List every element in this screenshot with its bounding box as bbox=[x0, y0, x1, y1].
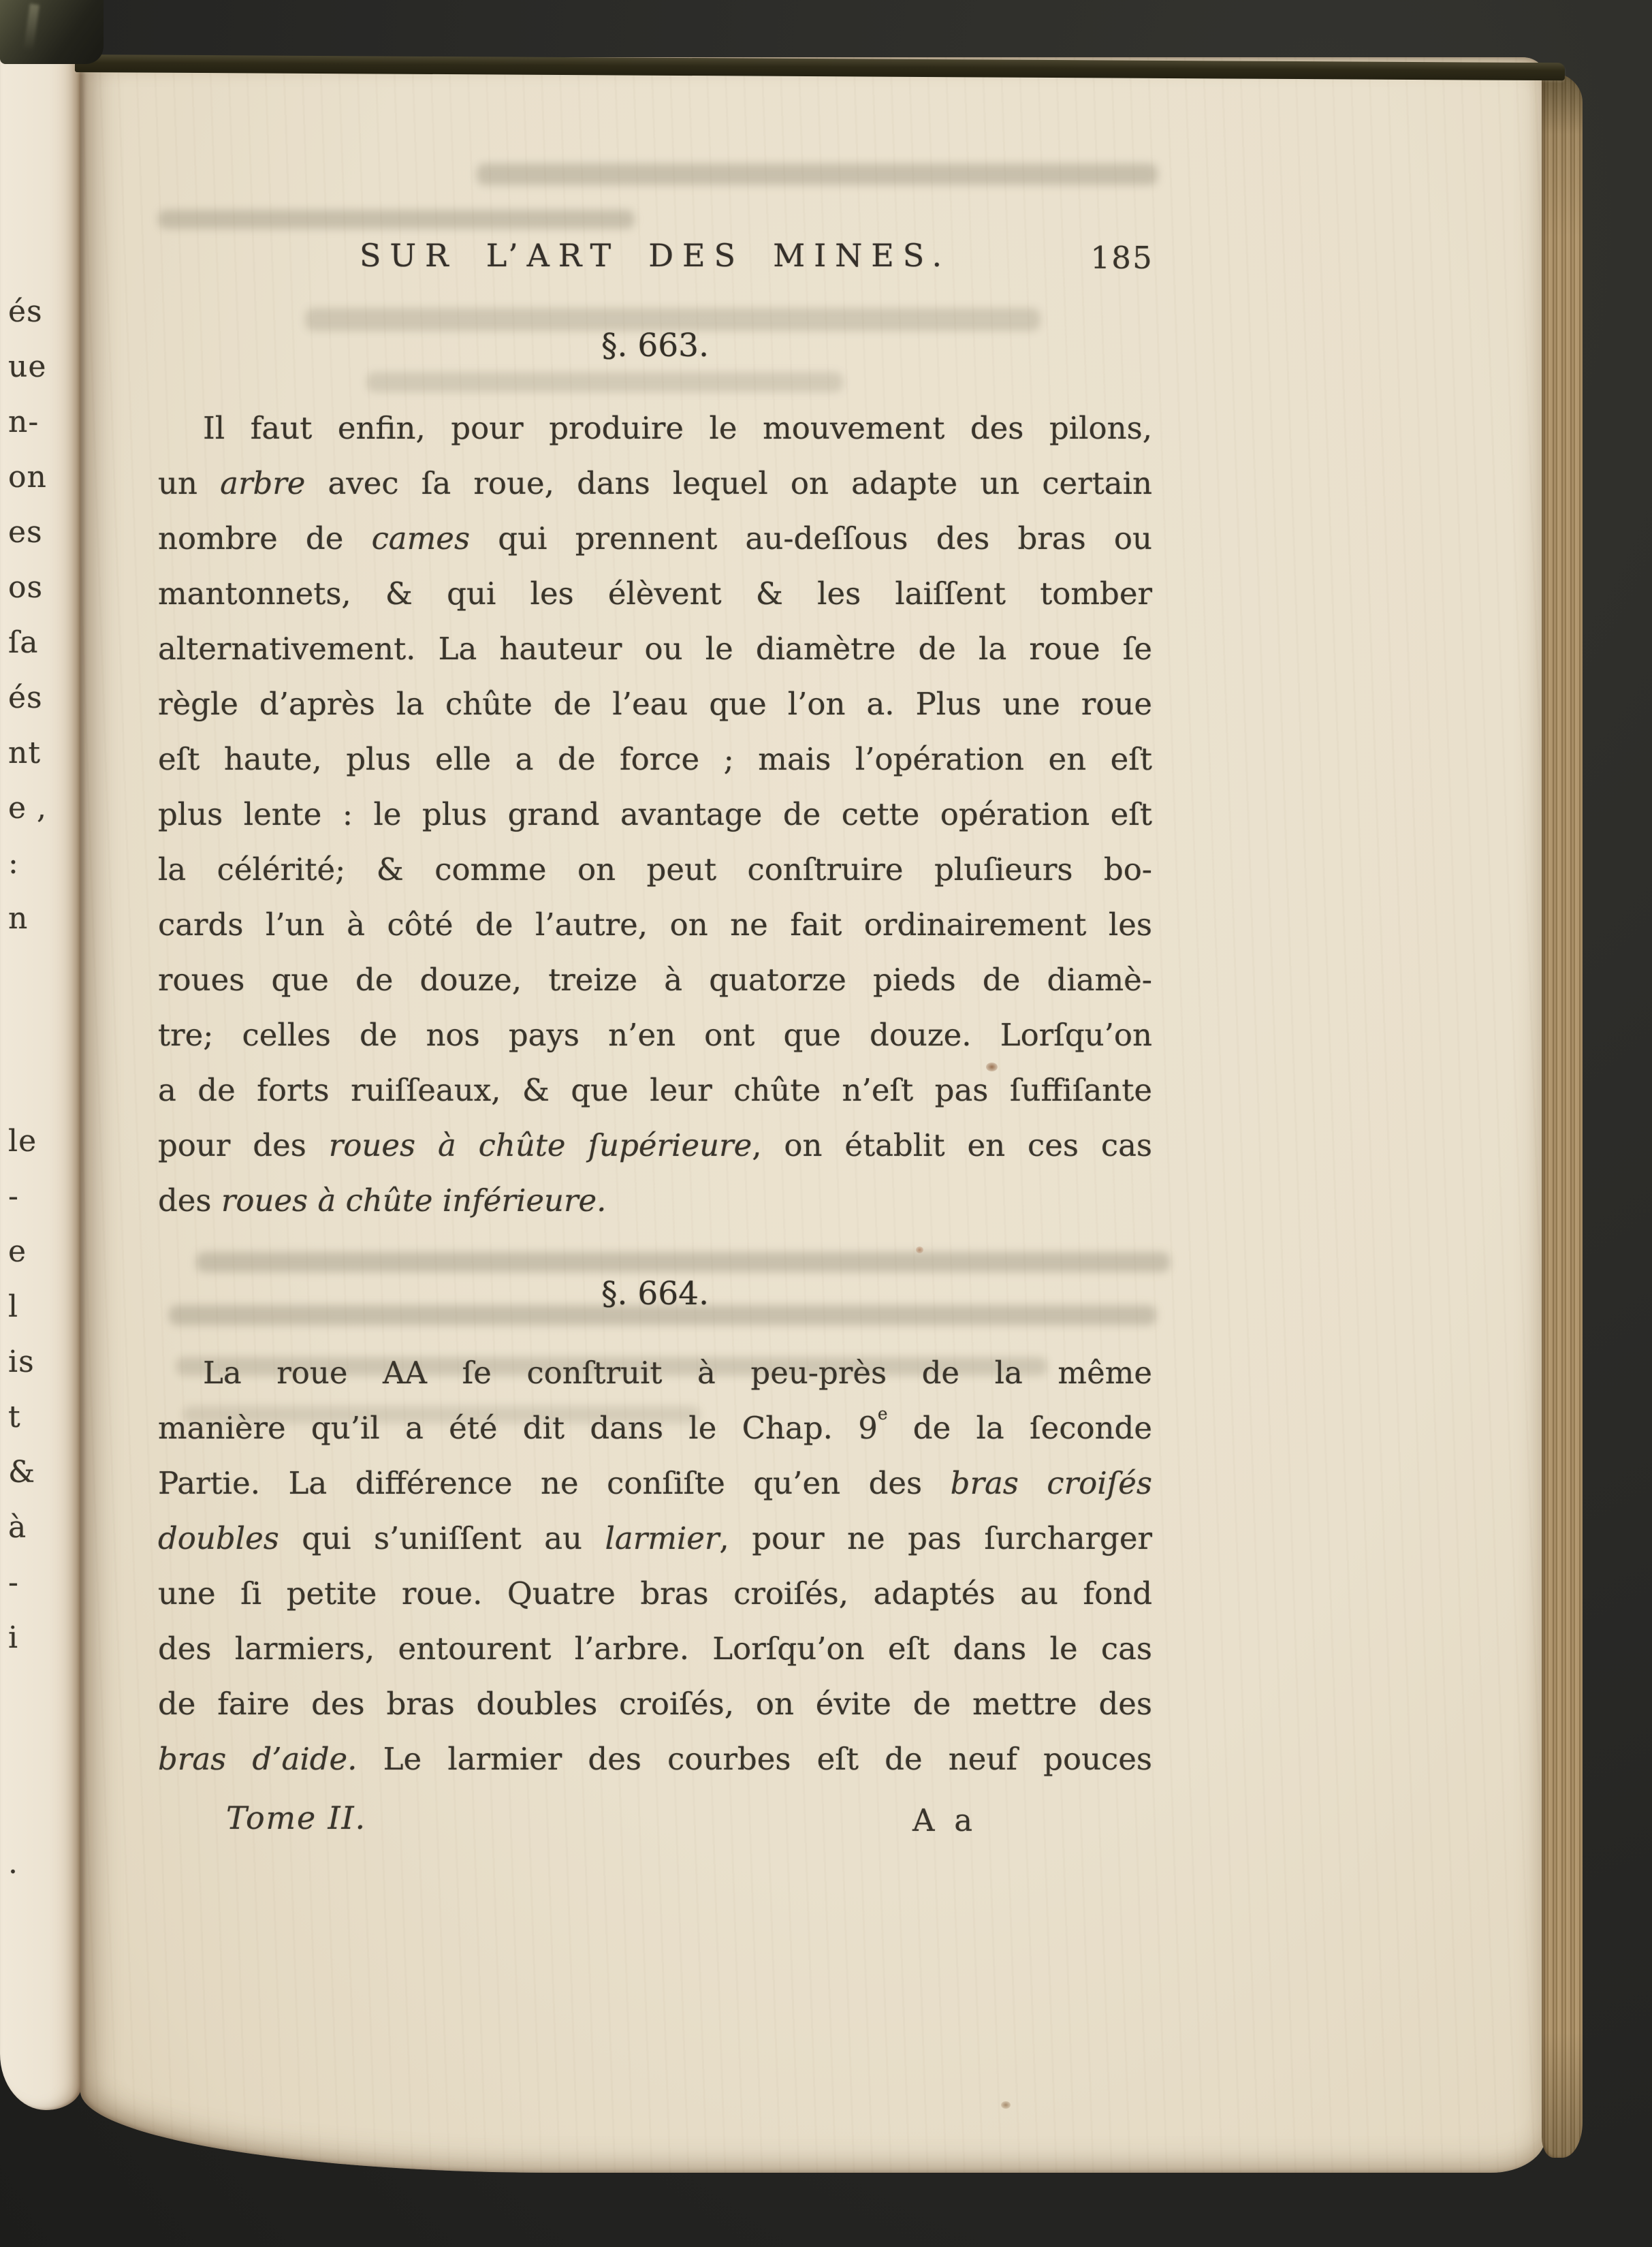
italic-text: roues à chûte inférieure. bbox=[221, 1182, 607, 1219]
text-line bbox=[158, 1173, 1152, 1228]
margin-fragment: és bbox=[8, 680, 43, 715]
text-line bbox=[158, 1621, 1152, 1676]
margin-fragment: - bbox=[8, 1179, 19, 1214]
text-segment: , pour ne pas ſurcharger bbox=[719, 1520, 1152, 1556]
text-line bbox=[158, 952, 1152, 1007]
page-number: 185 bbox=[1090, 240, 1154, 276]
text-line bbox=[158, 511, 1152, 566]
paper-stain bbox=[1001, 2101, 1011, 2109]
margin-fragment: . bbox=[8, 1846, 18, 1881]
text-segment: Le larmier des courbes eſt de neuf pouces bbox=[357, 1741, 1152, 1777]
section-heading-663: §. 663. bbox=[601, 327, 710, 364]
ink-showthrough bbox=[196, 1252, 1170, 1272]
text-line bbox=[158, 400, 1152, 456]
margin-fragment: t bbox=[8, 1400, 21, 1434]
text-segment: plus lente : le plus grand avantage de cette opération eſt bbox=[158, 796, 1152, 832]
ink-showthrough bbox=[366, 372, 843, 392]
text-line bbox=[158, 1118, 1152, 1173]
text-segment: cards l’un à côté de l’autre, on ne fait ordinairement les bbox=[158, 907, 1152, 943]
margin-fragment: l bbox=[8, 1289, 19, 1324]
margin-fragment: - bbox=[8, 1565, 19, 1600]
margin-fragment: on bbox=[8, 460, 47, 494]
text-line bbox=[158, 566, 1152, 621]
margin-fragment: nt bbox=[8, 736, 42, 770]
margin-fragment: le bbox=[8, 1124, 37, 1159]
margin-fragment: es bbox=[8, 515, 43, 550]
text-line bbox=[158, 456, 1152, 511]
text-segment: qui prennent au-deſſous des bras ou bbox=[470, 520, 1153, 556]
text-line bbox=[158, 1676, 1152, 1731]
text-line bbox=[158, 1400, 1152, 1456]
margin-fragment: is bbox=[8, 1345, 35, 1379]
text-segment: eſt haute, plus elle a de force ; mais l’opération en eſt bbox=[158, 741, 1152, 777]
margin-fragment: : bbox=[8, 846, 19, 881]
paragraph-663 bbox=[158, 400, 1152, 1228]
text-segment: Il faut enfin, pour produire le mouvement des pilons, bbox=[203, 410, 1152, 446]
text-segment: la célérité; & comme on peut conſtruire pluſieurs bo- bbox=[158, 851, 1152, 887]
text-segment: La roue AA ſe conſtruit à peu-près de la même bbox=[203, 1355, 1152, 1391]
text-segment: e bbox=[877, 1403, 888, 1424]
margin-fragment: i bbox=[8, 1620, 19, 1655]
text-segment: nombre de bbox=[158, 520, 372, 556]
text-segment: avec ſa roue, dans lequel on adapte un certain bbox=[305, 465, 1152, 501]
text-segment: un bbox=[158, 465, 221, 501]
book-fore-edge bbox=[1542, 72, 1583, 2158]
text-segment: mantonnets, & qui les élèvent & les laiſſent tomber bbox=[158, 576, 1152, 612]
italic-text: cames bbox=[371, 520, 471, 556]
ink-showthrough bbox=[477, 163, 1158, 185]
text-line bbox=[158, 1345, 1152, 1400]
text-line bbox=[158, 1456, 1152, 1511]
text-segment: qui s’uniſſent au bbox=[279, 1520, 605, 1556]
book-spine-corner bbox=[0, 0, 104, 64]
text-segment: , on établit en ces cas bbox=[752, 1127, 1152, 1163]
text-line bbox=[158, 1731, 1152, 1787]
text-line bbox=[158, 732, 1152, 787]
text-segment: roues que de douze, treize à quatorze pieds de diamè- bbox=[158, 962, 1152, 998]
text-segment: des larmiers, entourent l’arbre. Lorſqu’on eſt dans le cas bbox=[158, 1631, 1152, 1667]
text-line bbox=[158, 1511, 1152, 1566]
text-line bbox=[158, 897, 1152, 952]
margin-fragment: n- bbox=[8, 405, 39, 439]
book-page bbox=[80, 57, 1546, 2173]
text-line bbox=[158, 621, 1152, 676]
italic-text: larmier bbox=[605, 1520, 720, 1556]
text-segment: tre; celles de nos pays n’en ont que douze. Lorſqu’on bbox=[158, 1017, 1152, 1053]
section-heading-664: §. 664. bbox=[601, 1275, 710, 1313]
margin-fragment: & bbox=[8, 1455, 36, 1490]
text-segment: une ſi petite roue. Quatre bras croiſés, adaptés au fond bbox=[158, 1575, 1152, 1612]
signature-mark: A a bbox=[912, 1802, 978, 1838]
text-line bbox=[158, 1007, 1152, 1063]
text-segment: règle d’après la chûte de l’eau que l’on a. Plus une roue bbox=[158, 686, 1152, 722]
text-line bbox=[158, 787, 1152, 842]
paper-stain bbox=[916, 1246, 923, 1253]
text-segment: alternativement. La hauteur ou le diamètre de la roue ſe bbox=[158, 631, 1152, 667]
margin-fragment: ſa bbox=[8, 625, 39, 660]
text-line bbox=[158, 676, 1152, 732]
italic-text: bras d’aide. bbox=[158, 1741, 358, 1777]
text-segment: pour des bbox=[158, 1127, 329, 1163]
facing-page-fragments bbox=[0, 0, 82, 2247]
running-title: SUR L’ART DES MINES. bbox=[360, 237, 951, 274]
text-segment: de la ſeconde bbox=[887, 1410, 1152, 1446]
margin-fragment: ue bbox=[8, 349, 47, 384]
text-segment: a de forts ruiſſeaux, & que leur chûte n’eſt pas ſuffiſante bbox=[158, 1072, 1152, 1108]
italic-text: roues à chûte ſupérieure bbox=[328, 1127, 752, 1163]
italic-text: arbre bbox=[220, 465, 306, 501]
italic-text: doubles bbox=[158, 1520, 279, 1556]
margin-fragment: e , bbox=[8, 791, 48, 826]
margin-fragment: n bbox=[8, 901, 29, 936]
text-line bbox=[158, 1063, 1152, 1118]
text-segment: Partie. La différence ne conſiſte qu’en des bbox=[158, 1465, 951, 1501]
italic-text: bras croiſés bbox=[950, 1465, 1152, 1501]
text-line bbox=[158, 842, 1152, 897]
ink-showthrough bbox=[158, 210, 635, 229]
text-segment: des bbox=[158, 1182, 221, 1219]
margin-fragment: és bbox=[8, 294, 43, 329]
text-segment: de faire des bras doubles croiſés, on évite de mettre des bbox=[158, 1686, 1152, 1722]
paragraph-664 bbox=[158, 1345, 1152, 1787]
margin-fragment: à bbox=[8, 1510, 27, 1545]
margin-fragment: os bbox=[8, 570, 44, 605]
text-line bbox=[158, 1566, 1152, 1621]
tome-label: Tome II. bbox=[226, 1800, 366, 1836]
text-segment: manière qu’il a été dit dans le Chap. 9 bbox=[158, 1410, 878, 1446]
margin-fragment: e bbox=[8, 1234, 27, 1269]
